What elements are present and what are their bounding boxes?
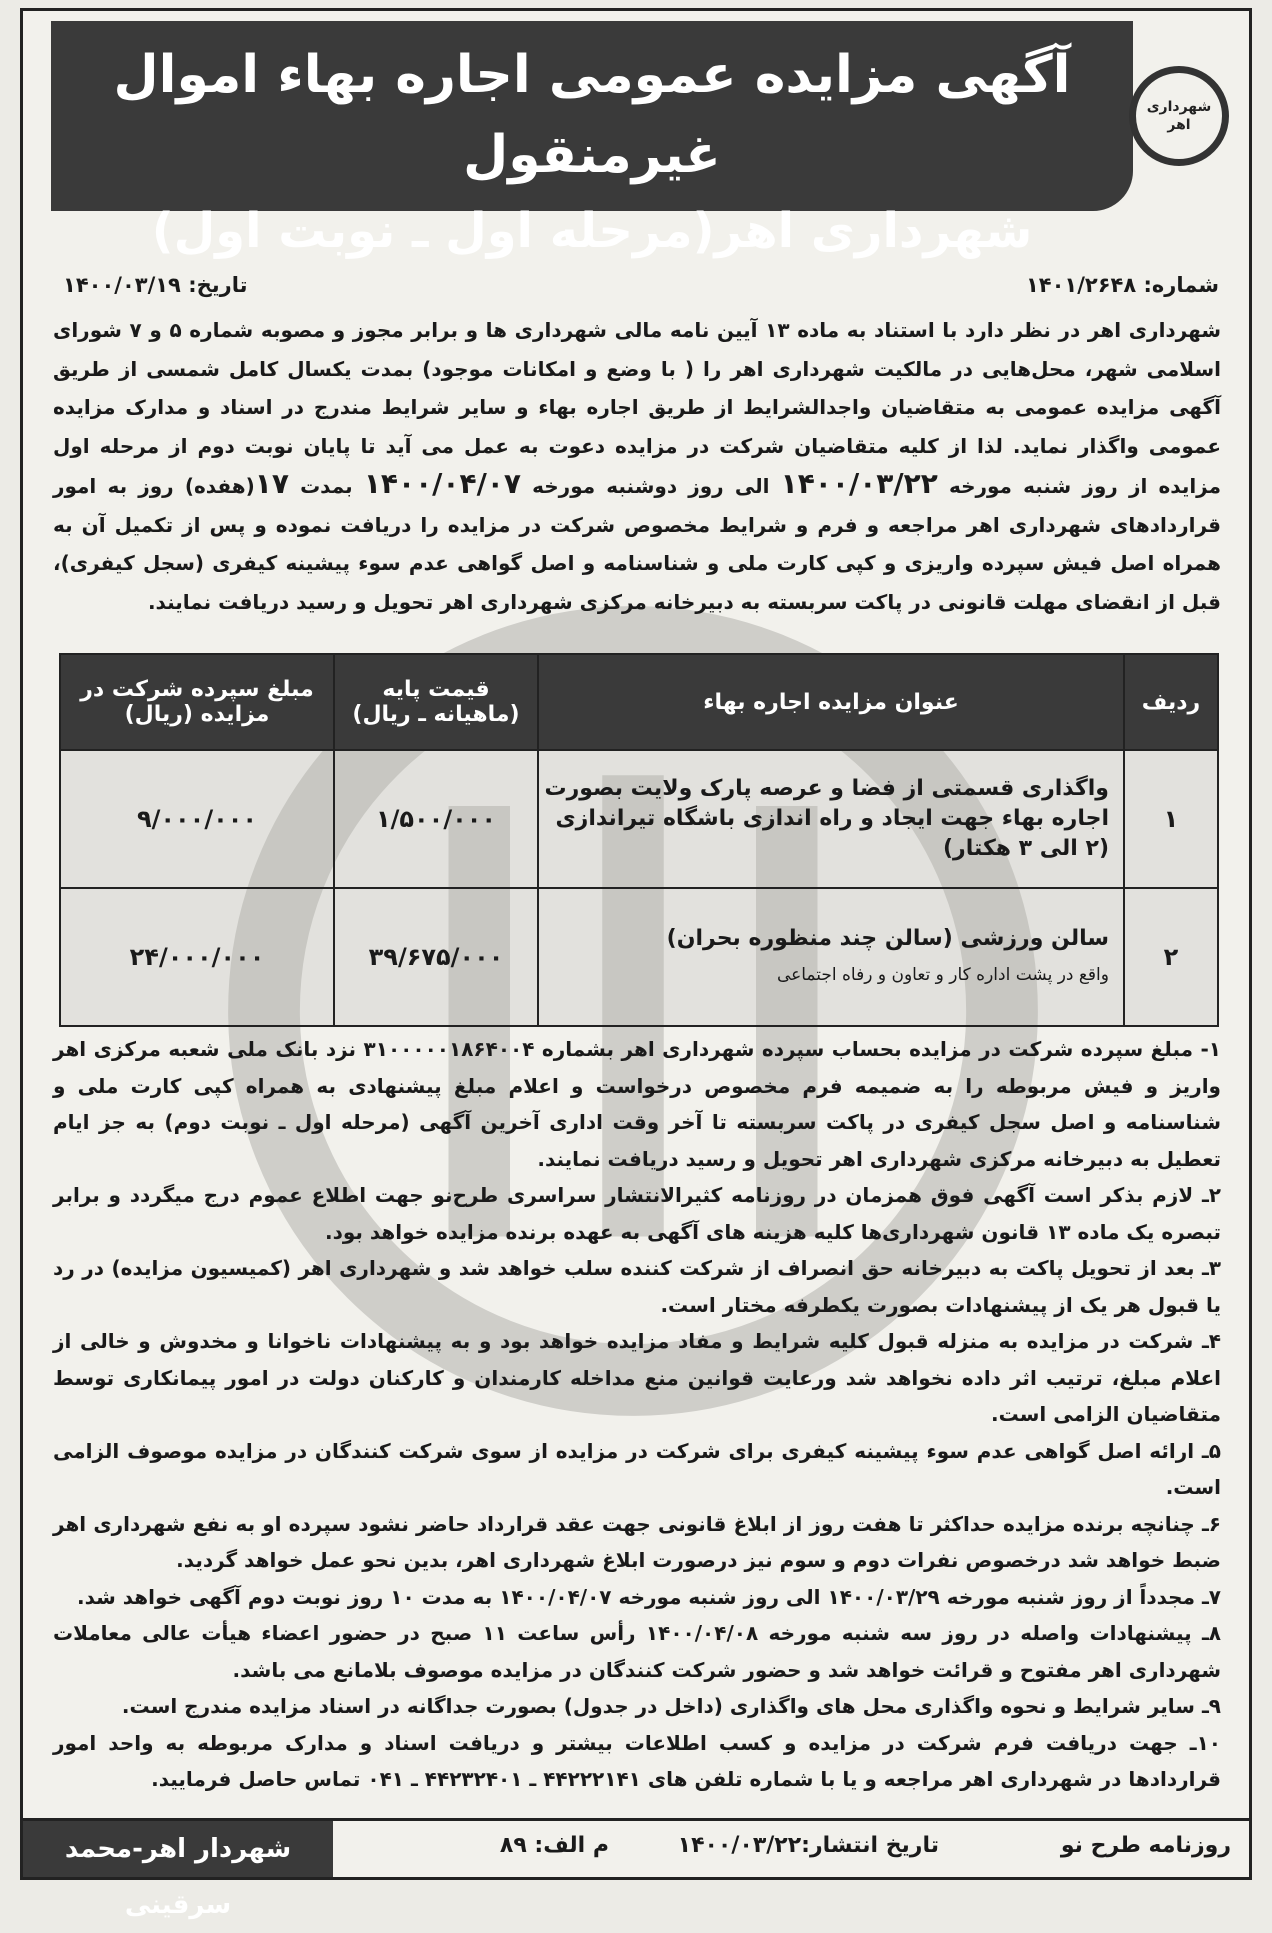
row-base-price: ۱/۵۰۰/۰۰۰ bbox=[334, 750, 538, 888]
logo-text: شهرداری اهر bbox=[1146, 99, 1212, 133]
table-row bbox=[60, 888, 1218, 1026]
condition-item: ۱- مبلغ سپرده شرکت در مزایده بحساب سپرده شهرداری اهر بشماره ۳۱۰۰۰۰۰۱۸۶۴۰۰۴ نزد بانک ملی شعبه مرکزی اهر واریز و فیش مربوطه را به ضمیمه فرم مخصوص درخواست و اعلام مبلغ پیشنهادی به همراه کپی کارت ملی و شناسنامه و اصل سجل کیفری در پاکت سربسته تا آخر وقت اداری آخرین آگهی (مرحله اول ـ نوبت دوم) به جز ایام تعطیل به دبیرخانه مرکزی شهرداری اهر تحویل و رسید دریافت نمایند. bbox=[53, 1037, 1221, 1171]
title-line-1: آگهی مزایده عمومی اجاره بهاء اموال غیرمنقول bbox=[113, 45, 1071, 185]
condition-item: ۶ـ چنانچه برنده مزایده حداکثر تا هفت روز از ابلاغ قانونی جهت عقد قرارداد حاضر نشود سپرده او به نفع شهرداری اهر ضبط خواهد شد درخصوص نفرات دوم و سوم نیز درصورت ابلاغ شهرداری اهر، بدین نحو عمل خواهد گردید. bbox=[53, 1511, 1221, 1572]
header-title: عنوان مزایده اجاره بهاء bbox=[538, 654, 1124, 750]
intro-paragraph bbox=[53, 311, 1221, 621]
notice-number: شماره: ۱۴۰۱/۲۶۴۸ bbox=[1025, 273, 1219, 297]
intro-part-3: بمدت bbox=[300, 474, 353, 498]
notice-header bbox=[51, 21, 1133, 259]
conditions-list bbox=[53, 1031, 1221, 1798]
notice-page bbox=[20, 8, 1252, 1920]
newspaper-name: روزنامه طرح نو bbox=[1060, 1833, 1231, 1858]
intro-part-4: (هفده) روز به امور قراردادهای شهرداری اهر مراجعه و فرم و شرایط مخصوص شرکت در مزایده را دریافت نموده و پس از تکمیل آن به همراه اصل فیش سپرده واریزی و کپی کارت ملی و شناسنامه و اصل گواهی عدم سوء پیشینه کیفری (سجل کیفری)، قبل از انقضای مهلت قانونی در پاکت سربسته به دبیرخانه مرکزی شهرداری اهر تحویل و رسید دریافت نمایند. bbox=[53, 474, 1221, 614]
auction-table bbox=[59, 653, 1219, 1027]
header-row-number: ردیف bbox=[1124, 654, 1218, 750]
header-base-price: قیمت پایه (ماهیانه ـ ریال) bbox=[334, 654, 538, 750]
condition-item: ۸ـ پیشنهادات واصله در روز سه شنبه مورخه ۱۴۰۰/۰۴/۰۸ رأس ساعت ۱۱ صبح در حضور اعضاء هیأت عالی معاملات شهرداری اهر مفتوح و قرائت خواهد شد و حضور شرکت کنندگان در مزایده موصوف بلامانع می باشد. bbox=[53, 1621, 1222, 1682]
row-base-price: ۳۹/۶۷۵/۰۰۰ bbox=[334, 888, 538, 1026]
row-title-cell bbox=[538, 888, 1124, 1026]
condition-item: ۳ـ بعد از تحویل پاکت به دبیرخانه حق انصراف از شرکت کننده سلب خواهد شد و شهرداری اهر (کمیسیون مزایده) در رد یا قبول هر یک از پیشنهادات بصورت یکطرفه مختار است. bbox=[53, 1256, 1221, 1317]
table-row bbox=[60, 750, 1218, 888]
condition-item: ۹ـ سایر شرایط و نحوه واگذاری محل های واگذاری (داخل در جدول) بصورت جداگانه در اسناد مزایده مندرج است. bbox=[121, 1694, 1221, 1718]
row-title: واگذاری قسمتی از فضا و عرصه پارک ولایت بصورت اجاره بهاء جهت ایجاد و راه اندازی باشگاه تیراندازی bbox=[544, 776, 1109, 831]
row-number: ۱ bbox=[1124, 750, 1218, 888]
row-title-cell bbox=[538, 750, 1124, 888]
notice-meta bbox=[63, 273, 1219, 313]
row-deposit: ۹/۰۰۰/۰۰۰ bbox=[60, 750, 334, 888]
table-header-row bbox=[60, 654, 1218, 750]
intro-part-2: الی روز دوشنبه مورخه bbox=[532, 474, 770, 498]
row-number: ۲ bbox=[1124, 888, 1218, 1026]
end-date: ۱۴۰۰/۰۴/۰۷ bbox=[363, 467, 521, 500]
intro-part-1: شهرداری اهر در نظر دارد با استناد به ماده ۱۳ آیین نامه مالی شهرداری ها و برابر مجوز و مصوبه شماره ۵ و ۷ شورای اسلامی شهر، محل‌هایی در مالکیت شهرداری اهر را ( با وضع و امکانات موجود) بمدت یکسال کامل شمسی از طریق آگهی مزایده عمومی به متقاضیان واجدالشرایط از طریق اجاره بهاء و سایر شرایط مندرج در اسناد و مدارک مزایده عمومی واگذار نماید. لذا از کلیه متقاضیان شرکت در مزایده دعوت به عمل می آید تا پایان نوبت دوم از مرحله اول مزایده از روز شنبه مورخه bbox=[53, 318, 1222, 498]
row-note: (۲ الی ۳ هکتار) bbox=[943, 836, 1109, 861]
condition-item: ۲ـ لازم بذکر است آگهی فوق همزمان در روزنامه کثیرالانتشار سراسری طرح‌نو جهت اطلاع عموم درج میگردد و برابر تبصره یک ماده ۱۳ قانون شهرداری‌ها کلیه هزینه های آگهی به عهده برنده مزایده خواهد بود. bbox=[53, 1183, 1221, 1244]
condition-item: ۴ـ شرکت در مزایده به منزله قبول کلیه شرایط و مفاد مزایده خواهد بود و به پیشنهادات ناخوانا و مخدوش و خالی از اعلام مبلغ، ترتیب اثر داده نخواهد شد ورعایت قوانین منع مداخله کارمندان و کارکنان دولت در امور پیمانکاری توسط متقاضیان الزامی است. bbox=[53, 1329, 1221, 1426]
header-deposit: مبلغ سپرده شرکت در مزایده (ریال) bbox=[60, 654, 334, 750]
start-date: ۱۴۰۰/۰۳/۲۲ bbox=[780, 467, 938, 500]
row-deposit: ۲۴/۰۰۰/۰۰۰ bbox=[60, 888, 334, 1026]
condition-item: ۵ـ ارائه اصل گواهی عدم سوء پیشینه کیفری برای شرکت در مزایده از سوی شرکت کنندگان در مزایده موصوف الزامی است. bbox=[53, 1438, 1221, 1499]
title-line-2: شهرداری اهر(مرحله اول ـ نوبت اول) bbox=[151, 203, 1033, 259]
notice-date: تاریخ: ۱۴۰۰/۰۳/۱۹ bbox=[63, 273, 248, 297]
condition-item: ۷ـ مجدداً از روز شنبه مورخه ۱۴۰۰/۰۳/۲۹ الی روز شنبه مورخه ۱۴۰۰/۰۴/۰۷ به مدت ۱۰ روز نوبت دوم آگهی خواهد شد. bbox=[76, 1584, 1221, 1609]
row-note: واقع در پشت اداره کار و تعاون و رفاه اجتماعی bbox=[776, 965, 1109, 985]
condition-item: ۱۰ـ جهت دریافت فرم شرکت در مزایده و کسب اطلاعات بیشتر و دریافت اسناد و مدارک مربوطه به واحد امور قراردادها در شهرداری اهر مراجعه و یا با شماره تلفن های ۴۴۲۲۲۱۴۱ ـ ۴۴۲۳۲۴۰۱ ـ ۰۴۱ تماس حاصل فرمایید. bbox=[53, 1730, 1221, 1791]
days-count: ۱۷ bbox=[254, 467, 289, 500]
row-title: سالن ورزشی (سالن چند منظوره بحران) bbox=[666, 926, 1109, 951]
notice-footer bbox=[23, 1818, 1249, 1920]
municipality-logo bbox=[1125, 41, 1233, 191]
mayor-signature: شهردار اهر-محمد سرقینی bbox=[23, 1821, 333, 1877]
logo-icon bbox=[1129, 66, 1229, 166]
publish-date: تاریخ انتشار:۱۴۰۰/۰۳/۲۲ bbox=[677, 1833, 939, 1858]
ad-code: م الف: ۸۹ bbox=[499, 1833, 609, 1858]
